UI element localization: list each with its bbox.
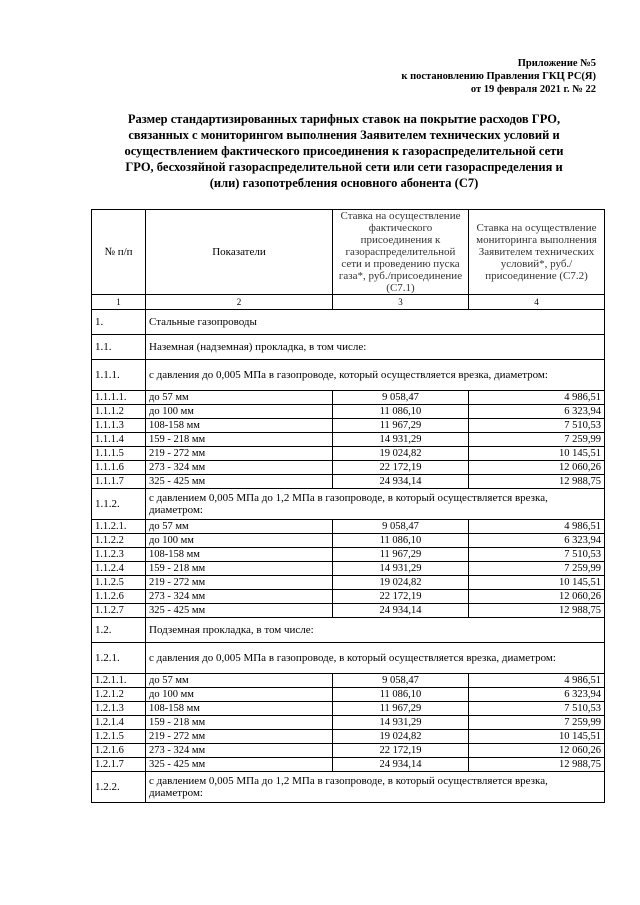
row-label: с давления до 0,005 МПа в газопроводе, который осуществляется врезка, диаметром:: [146, 360, 605, 391]
appendix-header: [401, 57, 596, 96]
rate-c71-value: 24 934,14: [333, 604, 469, 618]
rate-c72-value: 7 510,53: [469, 548, 605, 562]
rate-c71-value: 11 967,29: [333, 419, 469, 433]
row-number: 1.1.2.3: [92, 548, 146, 562]
rate-c72-value: 12 988,75: [469, 758, 605, 772]
rate-c71-value: 14 931,29: [333, 562, 469, 576]
row-number: 1.1.1.3: [92, 419, 146, 433]
column-number: 2: [146, 295, 333, 310]
table-row: [92, 590, 605, 604]
rate-c71-value: 11 086,10: [333, 534, 469, 548]
rate-c72-value: 10 145,51: [469, 730, 605, 744]
rate-c72-value: 7 259,99: [469, 562, 605, 576]
rate-c71-value: 11 967,29: [333, 548, 469, 562]
rate-c71-value: 19 024,82: [333, 447, 469, 461]
table-row: [92, 688, 605, 702]
row-number: 1.1.2.: [92, 489, 146, 520]
rate-c71-value: 11 967,29: [333, 702, 469, 716]
rate-c72-value: 4 986,51: [469, 520, 605, 534]
rate-c71-value: 14 931,29: [333, 433, 469, 447]
rate-c72-value: 7 259,99: [469, 433, 605, 447]
table-row: [92, 604, 605, 618]
rate-c71-value: 11 086,10: [333, 405, 469, 419]
rate-c72-value: 4 986,51: [469, 391, 605, 405]
table-row: [92, 548, 605, 562]
table-body: [92, 310, 605, 803]
table-row: [92, 744, 605, 758]
row-label: Подземная прокладка, в том числе:: [146, 618, 605, 643]
row-label: 219 - 272 мм: [146, 730, 333, 744]
table-row: [92, 461, 605, 475]
rate-c72-value: 10 145,51: [469, 447, 605, 461]
row-number: 1.2.1.4: [92, 716, 146, 730]
header-indicator: Показатели: [146, 210, 333, 295]
table-row: [92, 520, 605, 534]
title-line: (или) газопотребления основного абонента (С7): [209, 176, 479, 190]
row-number: 1.2.1.: [92, 643, 146, 674]
column-number-row: [92, 295, 605, 310]
rate-c72-value: 4 986,51: [469, 674, 605, 688]
row-number: 1.1.: [92, 335, 146, 360]
row-number: 1.1.2.2: [92, 534, 146, 548]
row-number: 1.: [92, 310, 146, 335]
row-label: до 57 мм: [146, 674, 333, 688]
row-label: Стальные газопроводы: [146, 310, 605, 335]
row-label: до 57 мм: [146, 391, 333, 405]
row-label: 325 - 425 мм: [146, 758, 333, 772]
column-number: 3: [333, 295, 469, 310]
row-number: 1.2.1.5: [92, 730, 146, 744]
rate-c71-value: 14 931,29: [333, 716, 469, 730]
section-row: [92, 310, 605, 335]
table-row: [92, 758, 605, 772]
table-row: [92, 702, 605, 716]
row-number: 1.1.1.6: [92, 461, 146, 475]
row-label: с давлением 0,005 МПа до 1,2 МПа в газопроводе, в который осуществляется врезка, диаметром:: [146, 489, 605, 520]
rate-c71-value: 19 024,82: [333, 730, 469, 744]
rate-c72-value: 12 060,26: [469, 461, 605, 475]
row-number: 1.2.1.7: [92, 758, 146, 772]
title-line: осуществлением фактического присоединения к газораспределительной сети: [124, 144, 564, 158]
row-label: 273 - 324 мм: [146, 590, 333, 604]
row-number: 1.1.1.5: [92, 447, 146, 461]
table-row: [92, 534, 605, 548]
row-label: 325 - 425 мм: [146, 604, 333, 618]
rate-c71-value: 9 058,47: [333, 674, 469, 688]
row-label: 273 - 324 мм: [146, 461, 333, 475]
rate-c72-value: 10 145,51: [469, 576, 605, 590]
row-label: 273 - 324 мм: [146, 744, 333, 758]
row-number: 1.1.2.4: [92, 562, 146, 576]
table-row: [92, 433, 605, 447]
section-row: [92, 360, 605, 391]
row-label: Наземная (надземная) прокладка, в том числе:: [146, 335, 605, 360]
row-number: 1.1.1.4: [92, 433, 146, 447]
appendix-line: к постановлению Правления ГКЦ РС(Я): [401, 71, 596, 82]
table-row: [92, 475, 605, 489]
title-line: ГРО, бесхозяйной газораспределительной сети или сети газораспределения и: [125, 160, 563, 174]
row-label: 219 - 272 мм: [146, 576, 333, 590]
row-label: 159 - 218 мм: [146, 433, 333, 447]
rate-c72-value: 7 259,99: [469, 716, 605, 730]
rate-c71-value: 22 172,19: [333, 590, 469, 604]
rate-c72-value: 7 510,53: [469, 419, 605, 433]
row-number: 1.1.1.1.: [92, 391, 146, 405]
header-num: № п/п: [92, 210, 146, 295]
document-title: [85, 111, 603, 191]
row-number: 1.1.2.6: [92, 590, 146, 604]
row-label: 108-158 мм: [146, 419, 333, 433]
rate-c71-value: 19 024,82: [333, 576, 469, 590]
rate-c72-value: 12 988,75: [469, 604, 605, 618]
row-number: 1.2.: [92, 618, 146, 643]
table-row: [92, 730, 605, 744]
appendix-line: Приложение №5: [517, 58, 596, 69]
appendix-line: от 19 февраля 2021 г. № 22: [470, 84, 596, 95]
table-row: [92, 447, 605, 461]
row-number: 1.2.1.6: [92, 744, 146, 758]
section-row: [92, 489, 605, 520]
row-label: 159 - 218 мм: [146, 562, 333, 576]
rate-c71-value: 9 058,47: [333, 520, 469, 534]
rate-c72-value: 12 988,75: [469, 475, 605, 489]
rate-c71-value: 22 172,19: [333, 461, 469, 475]
row-label: 159 - 218 мм: [146, 716, 333, 730]
table-row: [92, 576, 605, 590]
table-row: [92, 391, 605, 405]
row-number: 1.2.2.: [92, 772, 146, 803]
row-label: 219 - 272 мм: [146, 447, 333, 461]
table-row: [92, 562, 605, 576]
table-header-row: [92, 210, 605, 295]
row-label: 108-158 мм: [146, 548, 333, 562]
row-number: 1.1.2.1.: [92, 520, 146, 534]
title-line: Размер стандартизированных тарифных ставок на покрытие расходов ГРО,: [127, 112, 561, 126]
rates-table: [91, 209, 605, 803]
row-label: до 100 мм: [146, 688, 333, 702]
section-row: [92, 643, 605, 674]
row-number: 1.1.1.7: [92, 475, 146, 489]
rate-c71-value: 11 086,10: [333, 688, 469, 702]
row-label: 108-158 мм: [146, 702, 333, 716]
column-number: 4: [469, 295, 605, 310]
rate-c71-value: 24 934,14: [333, 758, 469, 772]
rate-c71-value: 9 058,47: [333, 391, 469, 405]
row-label: с давления до 0,005 МПа в газопроводе, в который осуществляется врезка, диаметром:: [146, 643, 605, 674]
row-number: 1.1.1.2: [92, 405, 146, 419]
row-label: до 100 мм: [146, 534, 333, 548]
row-number: 1.1.1.: [92, 360, 146, 391]
row-number: 1.1.2.5: [92, 576, 146, 590]
row-number: 1.2.1.2: [92, 688, 146, 702]
rate-c72-value: 6 323,94: [469, 688, 605, 702]
table-row: [92, 674, 605, 688]
rate-c71-value: 24 934,14: [333, 475, 469, 489]
row-label: 325 - 425 мм: [146, 475, 333, 489]
header-rate-c71: Ставка на осуществление фактического присоединения к газораспределительной сети и проведению пуска газа*, руб./присоединение (С7.1): [333, 210, 469, 295]
table-row: [92, 716, 605, 730]
row-label: до 100 мм: [146, 405, 333, 419]
rate-c72-value: 7 510,53: [469, 702, 605, 716]
column-number: 1: [92, 295, 146, 310]
row-number: 1.1.2.7: [92, 604, 146, 618]
section-row: [92, 772, 605, 803]
rate-c72-value: 12 060,26: [469, 590, 605, 604]
rate-c72-value: 12 060,26: [469, 744, 605, 758]
table-row: [92, 405, 605, 419]
section-row: [92, 618, 605, 643]
table-row: [92, 419, 605, 433]
rate-c72-value: 6 323,94: [469, 405, 605, 419]
rate-c71-value: 22 172,19: [333, 744, 469, 758]
rate-c72-value: 6 323,94: [469, 534, 605, 548]
row-label: до 57 мм: [146, 520, 333, 534]
title-line: связанных с мониторингом выполнения Заявителем технических условий и: [128, 128, 560, 142]
header-rate-c72: Ставка на осуществление мониторинга выполнения Заявителем технических условий*, руб./присоединение (С7.2): [469, 210, 605, 295]
section-row: [92, 335, 605, 360]
row-label: с давлением 0,005 МПа до 1,2 МПа в газопроводе, в который осуществляется врезка, диаметром:: [146, 772, 605, 803]
row-number: 1.2.1.1.: [92, 674, 146, 688]
row-number: 1.2.1.3: [92, 702, 146, 716]
